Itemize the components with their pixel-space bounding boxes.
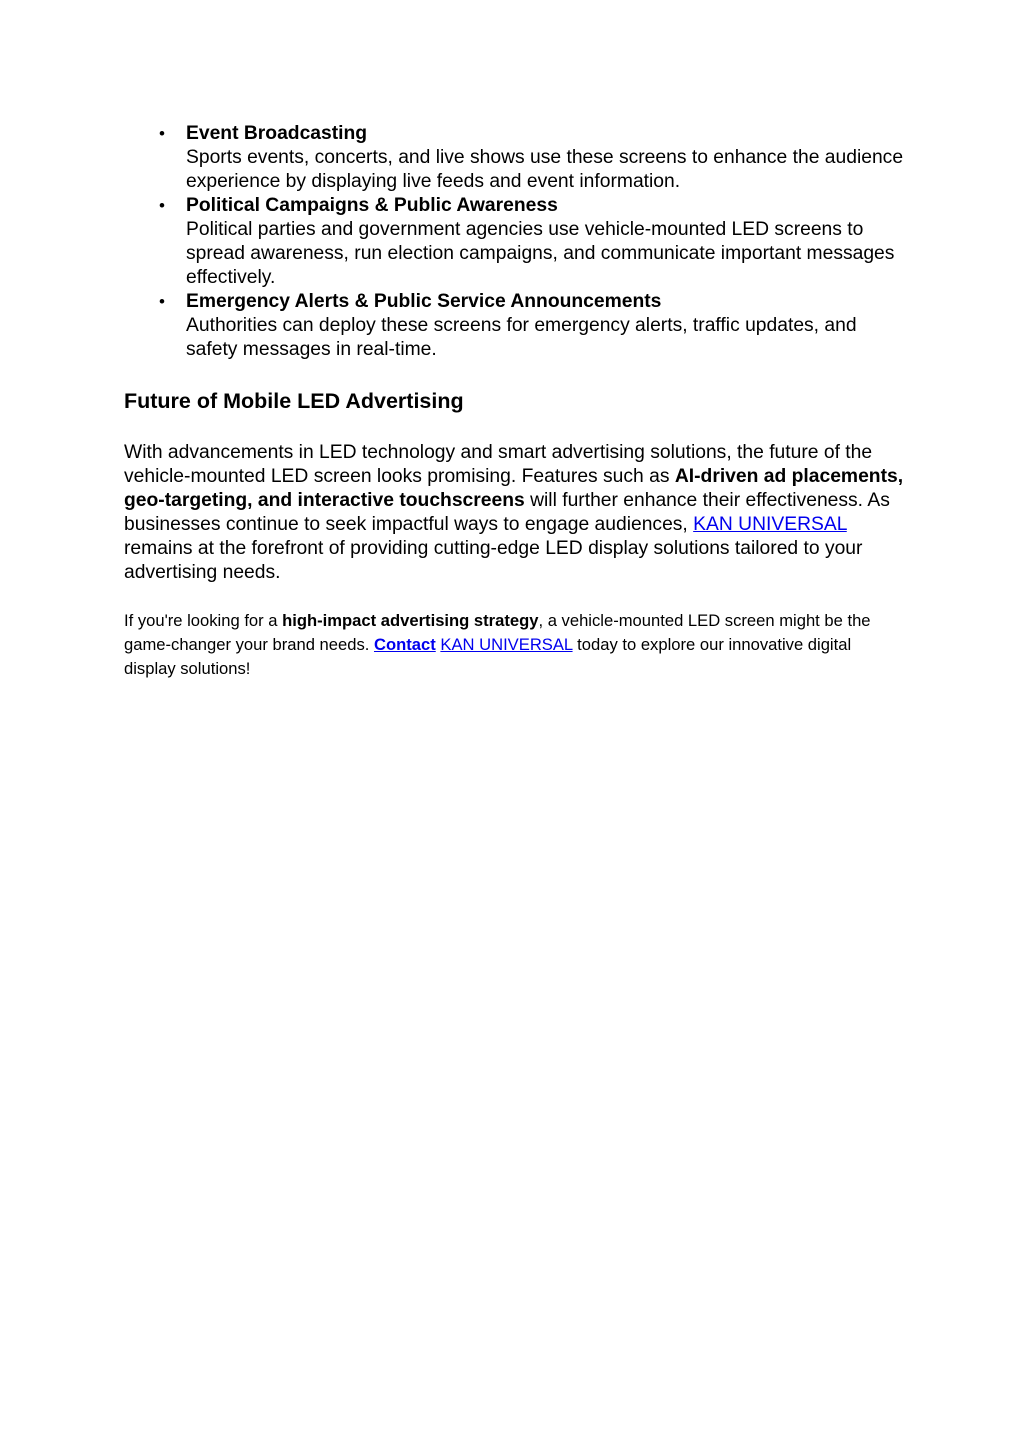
future-paragraph [124, 441, 904, 585]
cta-text: If you're looking for a [124, 611, 283, 630]
cta-bold-text: high-impact advertising strategy [282, 611, 539, 630]
bullet-icon: • [159, 124, 165, 143]
use-case-list [124, 122, 904, 362]
section-heading: Future of Mobile LED Advertising [124, 389, 464, 413]
bullet-icon: • [159, 196, 165, 215]
list-item [124, 122, 904, 194]
paragraph-bold-text: AI-driven ad placements, geo-targeting, and interactive touchscreens [124, 466, 904, 511]
list-item [124, 290, 904, 362]
kan-universal-cta-link[interactable]: KAN UNIVERSAL [440, 635, 573, 654]
list-item-text: Sports events, concerts, and live shows use these screens to enhance the audience experience by displaying live feeds and event information. [186, 147, 904, 192]
list-item-text: Political parties and government agencies use vehicle-mounted LED screens to spread awareness, run election campaigns, and communicate important messages effectively. [186, 219, 895, 288]
paragraph-text: will further enhance their effectiveness. As businesses continue to seek impactful ways to engage audiences, [124, 490, 890, 535]
paragraph-text: With advancements in LED technology and smart advertising solutions, the future of the vehicle-mounted LED screen looks promising. Features such as [124, 442, 873, 487]
document-page [124, 122, 904, 681]
cta-text: today to explore our innovative digital display solutions! [124, 635, 852, 678]
list-item-text: Authorities can deploy these screens for emergency alerts, traffic updates, and safety messages in real-time. [186, 315, 857, 360]
list-item-title: Event Broadcasting [186, 123, 368, 144]
list-item-title: Political Campaigns & Public Awareness [186, 195, 558, 216]
cta-text: , a vehicle-mounted LED screen might be the game-changer your brand needs. [124, 611, 871, 654]
contact-link[interactable] [374, 635, 436, 654]
list-item-title: Emergency Alerts & Public Service Announcements [186, 291, 662, 312]
bullet-icon: • [159, 292, 165, 311]
list-item [124, 194, 904, 290]
kan-universal-link[interactable]: KAN UNIVERSAL [693, 514, 847, 535]
contact-link-label: Contact [373, 635, 436, 654]
cta-paragraph [124, 609, 904, 681]
paragraph-text: remains at the forefront of providing cutting-edge LED display solutions tailored to your advertising needs. [124, 538, 863, 583]
